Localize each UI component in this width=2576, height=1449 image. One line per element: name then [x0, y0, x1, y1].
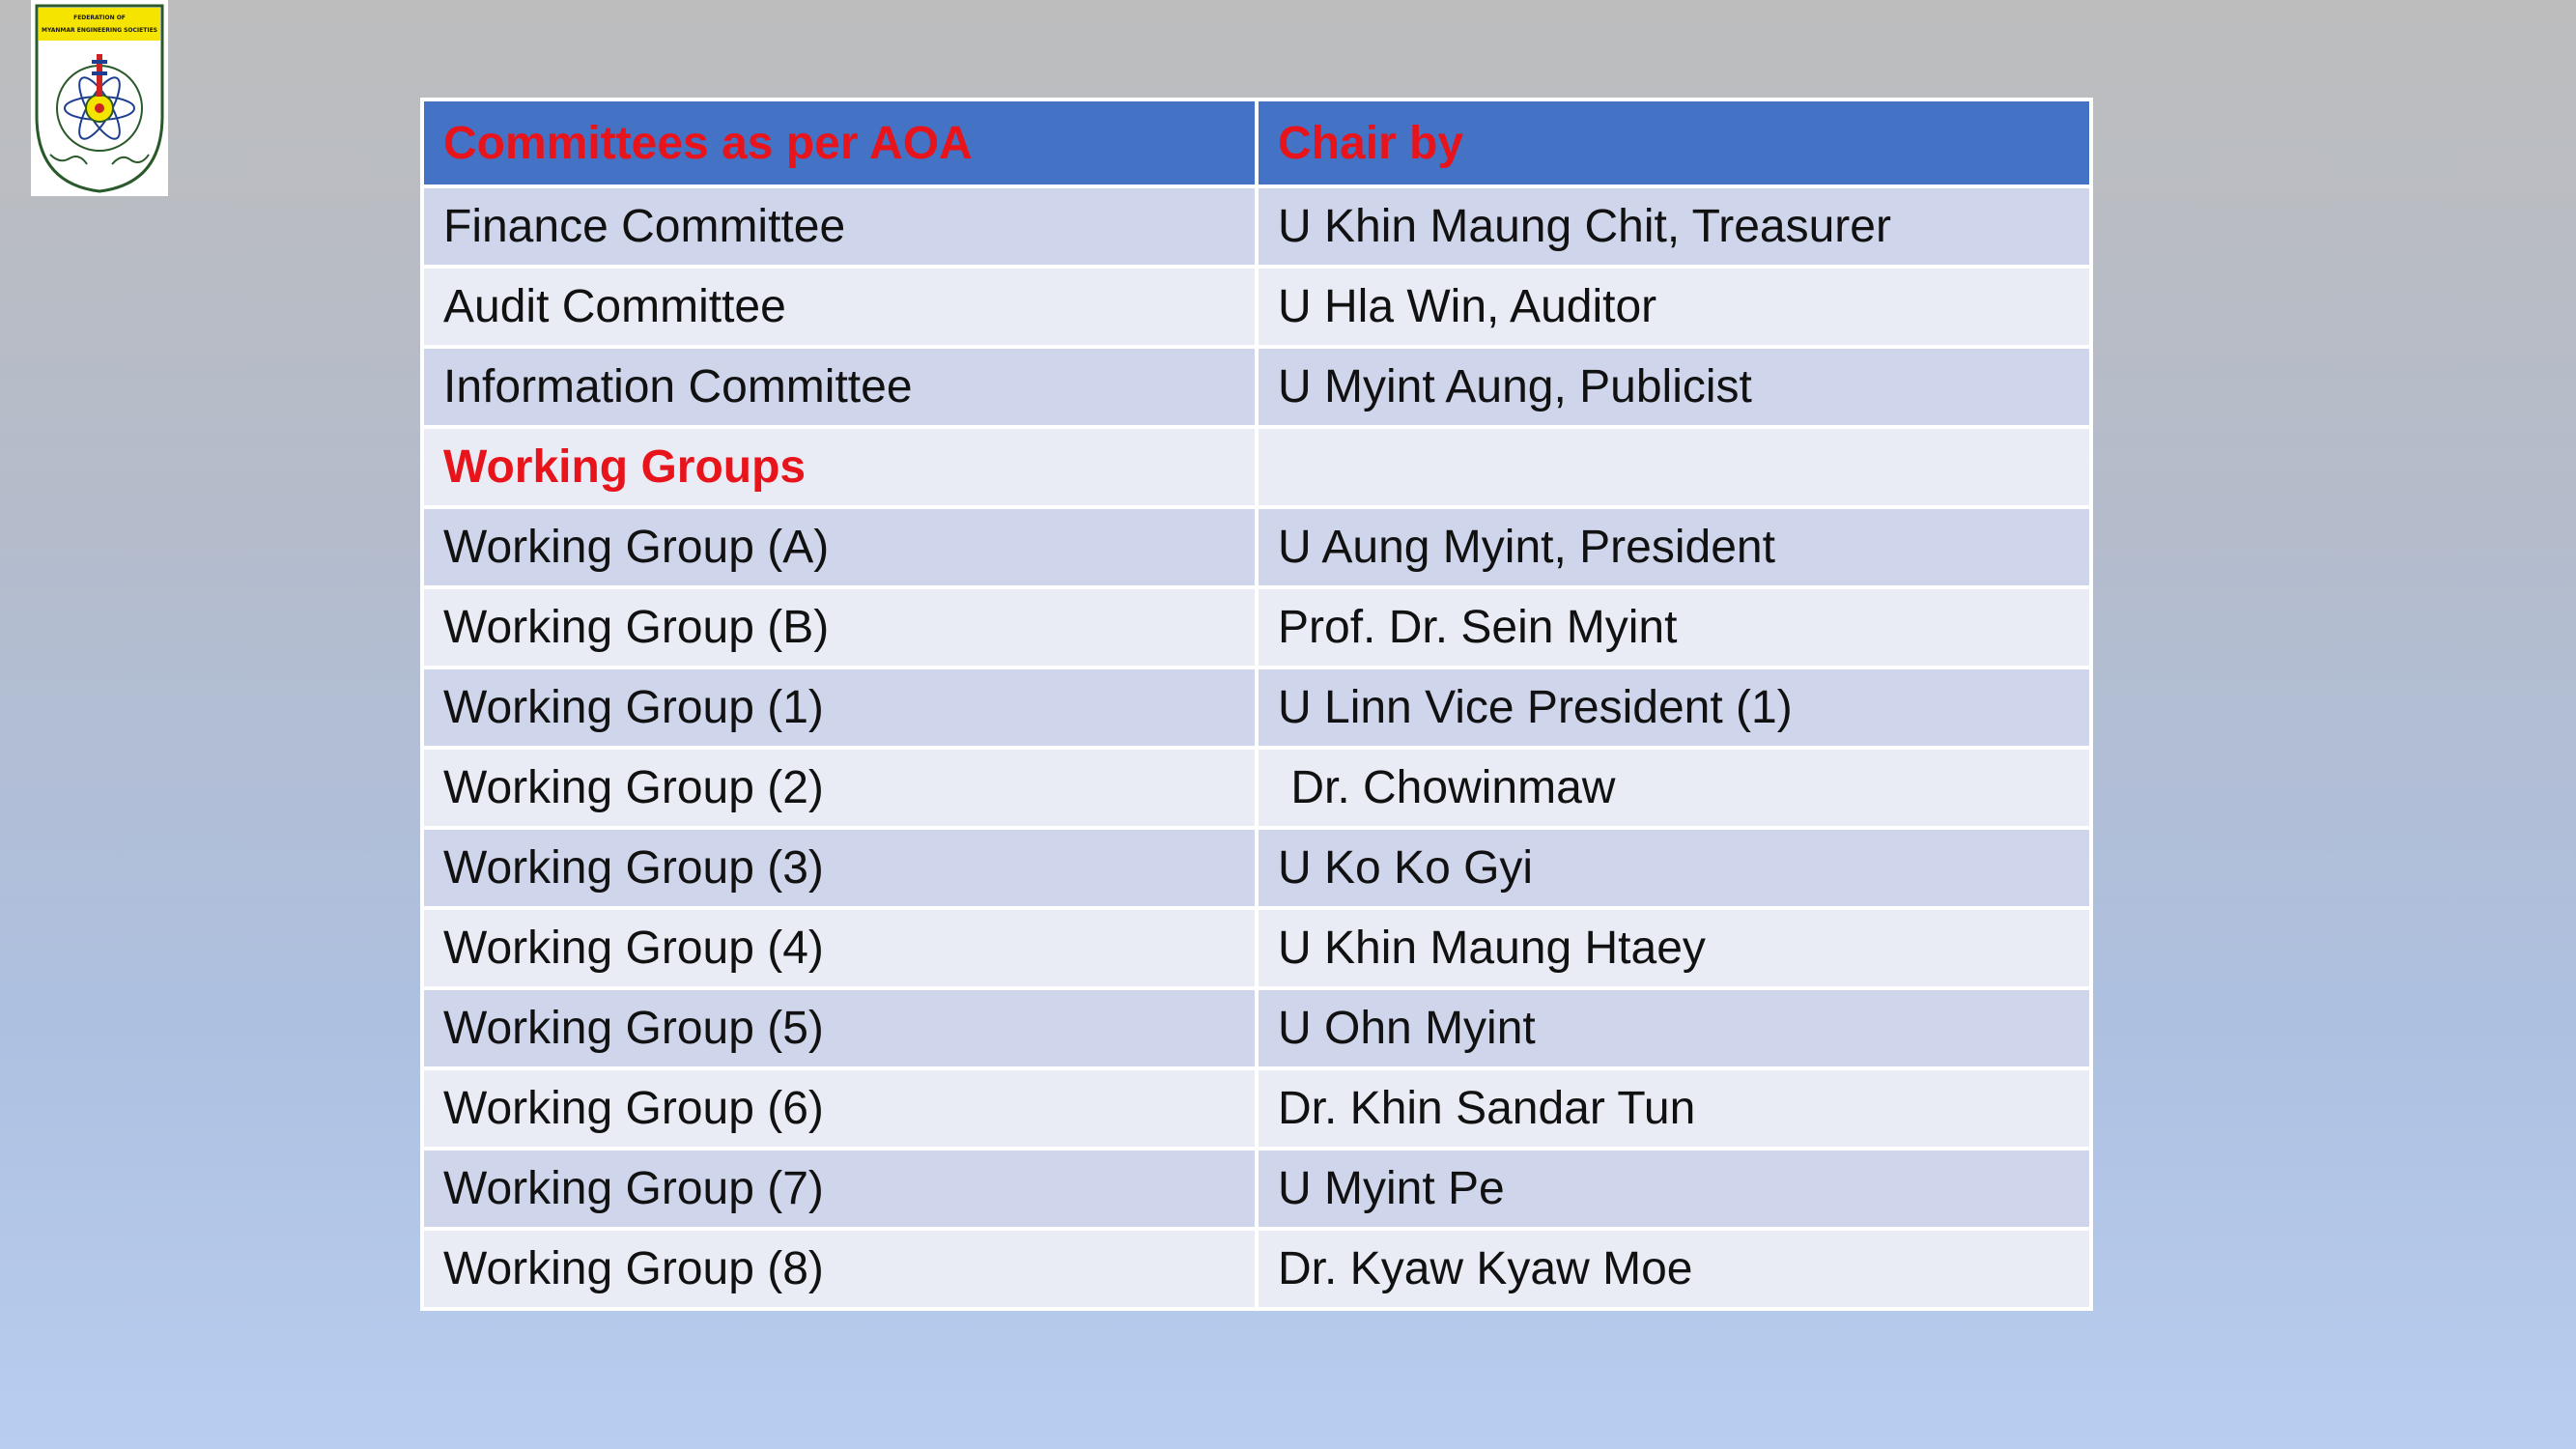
committees-table [420, 98, 2093, 1311]
chair-cell: U Myint Aung, Publicist [1257, 347, 2091, 427]
chair-cell: Dr. Kyaw Kyaw Moe [1257, 1229, 2091, 1309]
committee-cell: Working Group (6) [422, 1068, 1257, 1149]
chair-cell: U Ohn Myint [1257, 988, 2091, 1068]
chair-cell: U Khin Maung Htaey [1257, 908, 2091, 988]
table-row [422, 748, 2091, 828]
table-row [422, 186, 2091, 267]
committee-cell: Audit Committee [422, 267, 1257, 347]
chair-cell: U Myint Pe [1257, 1149, 2091, 1229]
committee-cell: Working Group (1) [422, 668, 1257, 748]
committee-cell: Information Committee [422, 347, 1257, 427]
table-row [422, 908, 2091, 988]
table-row [422, 1229, 2091, 1309]
committee-cell: Working Group (5) [422, 988, 1257, 1068]
chair-cell: U Hla Win, Auditor [1257, 267, 2091, 347]
chair-cell: Dr. Chowinmaw [1257, 748, 2091, 828]
committee-cell: Working Group (4) [422, 908, 1257, 988]
table-row [422, 1149, 2091, 1229]
committee-cell: Working Group (3) [422, 828, 1257, 908]
column-header-chair: Chair by [1257, 99, 2091, 186]
table-row [422, 507, 2091, 587]
committee-cell: Working Group (7) [422, 1149, 1257, 1229]
committee-cell: Working Group (B) [422, 587, 1257, 668]
table-row [422, 347, 2091, 427]
federation-emblem-icon [31, 0, 168, 196]
chair-cell: U Aung Myint, President [1257, 507, 2091, 587]
table-row [422, 1068, 2091, 1149]
chair-cell: U Ko Ko Gyi [1257, 828, 2091, 908]
svg-text:MYANMAR ENGINEERING SOCIETIES: MYANMAR ENGINEERING SOCIETIES [41, 27, 158, 34]
section-header-row [422, 427, 2091, 507]
section-title-working-groups: Working Groups [422, 427, 1257, 507]
chair-cell: Dr. Khin Sandar Tun [1257, 1068, 2091, 1149]
table-row [422, 668, 2091, 748]
table-row [422, 828, 2091, 908]
committee-cell: Working Group (2) [422, 748, 1257, 828]
federation-logo [31, 0, 168, 196]
chair-cell: U Linn Vice President (1) [1257, 668, 2091, 748]
column-header-committees: Committees as per AOA [422, 99, 1257, 186]
table-row [422, 988, 2091, 1068]
chair-cell [1257, 427, 2091, 507]
chair-cell: U Khin Maung Chit, Treasurer [1257, 186, 2091, 267]
table-row [422, 267, 2091, 347]
chair-cell: Prof. Dr. Sein Myint [1257, 587, 2091, 668]
table-row [422, 587, 2091, 668]
svg-text:FEDERATION OF: FEDERATION OF [73, 14, 126, 21]
committee-cell: Working Group (A) [422, 507, 1257, 587]
committee-cell: Finance Committee [422, 186, 1257, 267]
committee-cell: Working Group (8) [422, 1229, 1257, 1309]
table-header-row [422, 99, 2091, 186]
